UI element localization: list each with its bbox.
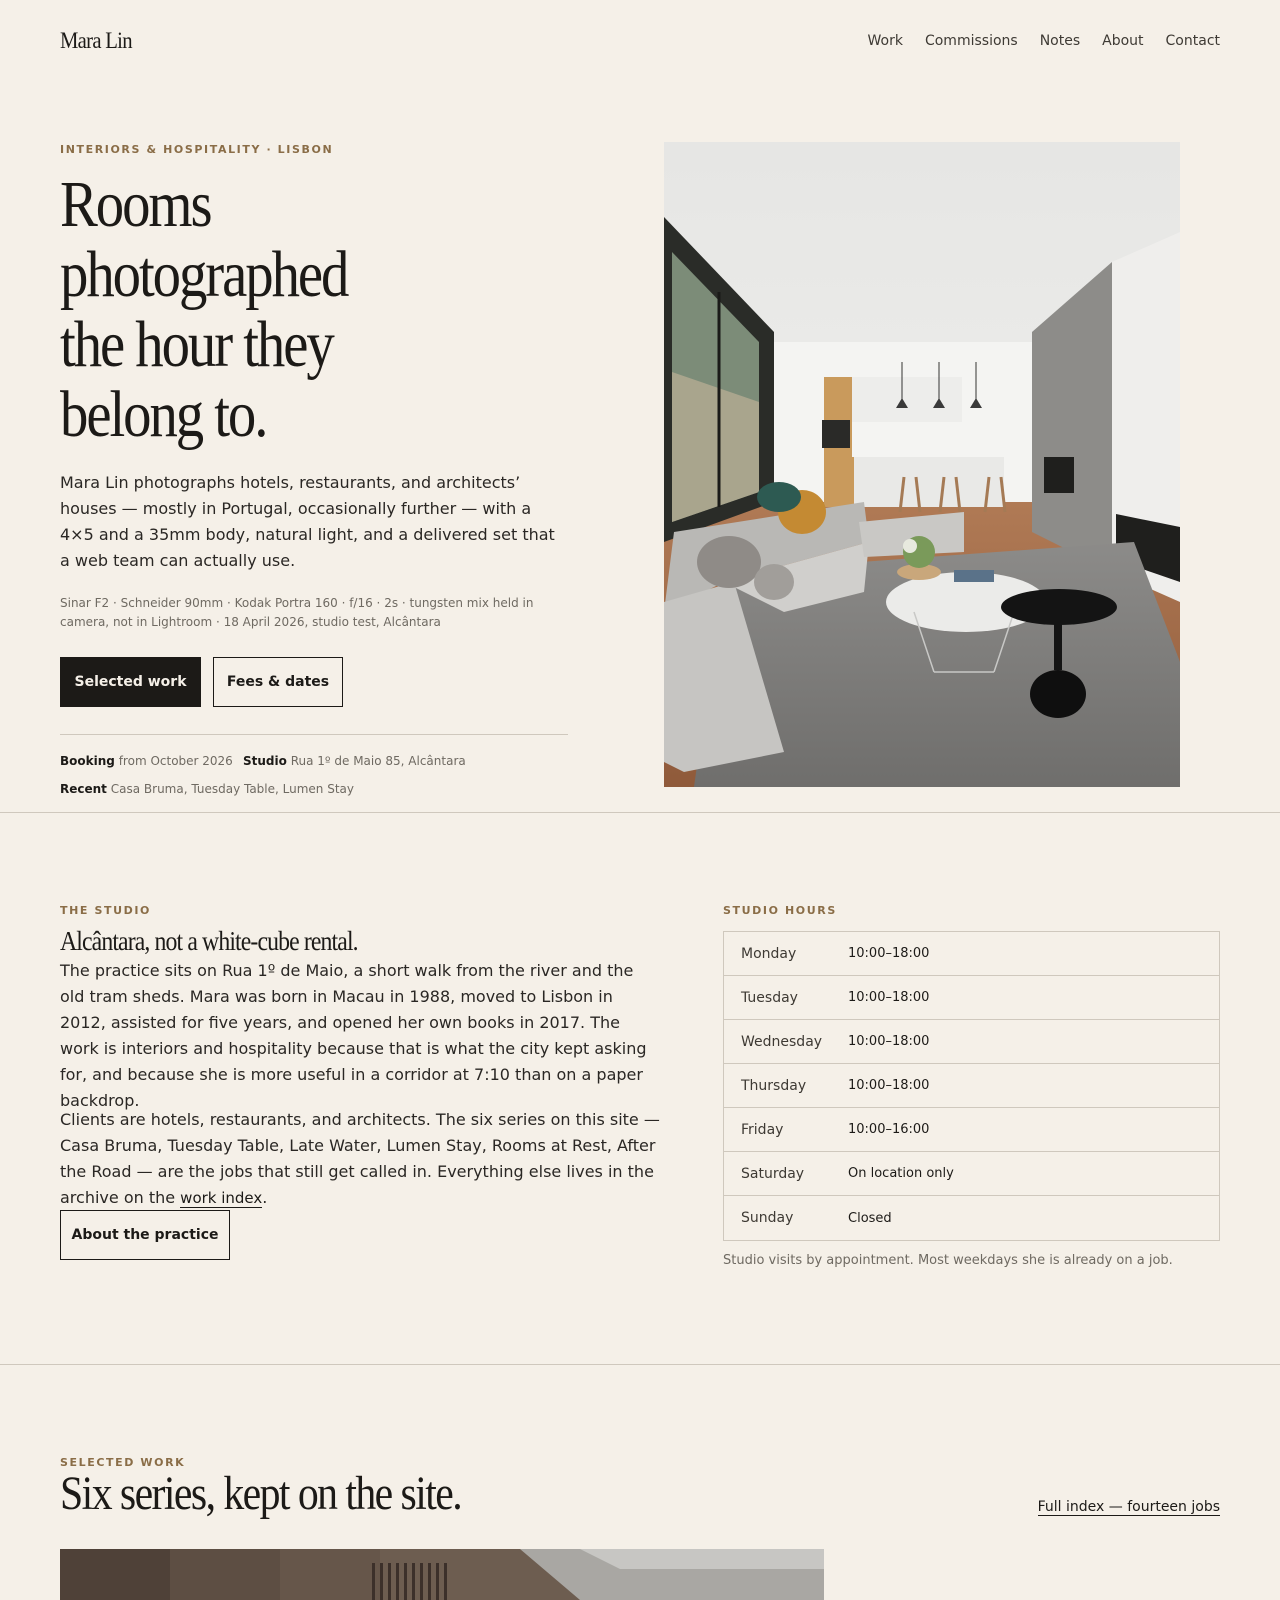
- hero-title-line: photographed: [60, 238, 348, 311]
- hours-time: 10:00–18:00: [848, 1034, 930, 1049]
- section-divider: [0, 812, 1280, 813]
- hours-row: [724, 1152, 1219, 1196]
- section-divider: [0, 1364, 1280, 1365]
- hours-time: Closed: [848, 1210, 892, 1226]
- hours-time: 10:00–18:00: [848, 1078, 930, 1093]
- hours-time: On location only: [848, 1166, 954, 1181]
- booking-label: Booking: [60, 754, 115, 768]
- work-eyebrow: SELECTED WORK: [60, 1456, 186, 1469]
- studio-value: Rua 1º de Maio 85, Alcântara: [290, 754, 466, 768]
- studio-paragraph-2-text: Clients are hotels, restaurants, and architects. The six series on this site — Casa Bruma, Tuesday Table, Late Water, Lumen Stay, Rooms at Rest, After the Road — are the jobs that still get called in. Everything else lives in the archive on the: [60, 1110, 660, 1207]
- hours-day: Monday: [741, 945, 797, 962]
- site-header: [60, 26, 1220, 56]
- hours-day: Thursday: [741, 1077, 807, 1094]
- hours-row: [724, 1064, 1219, 1108]
- studio-label: Studio: [243, 754, 287, 768]
- hours-day: Sunday: [741, 1210, 794, 1226]
- full-index-link[interactable]: Full index — fourteen jobs: [1037, 1499, 1220, 1515]
- hero-title: [60, 170, 456, 450]
- hero-title-line: belong to.: [60, 378, 267, 451]
- fees-dates-button[interactable]: Fees & dates: [213, 657, 343, 707]
- booking-fact: [60, 754, 233, 768]
- hero-eyebrow: INTERIORS & HOSPITALITY · LISBON: [60, 143, 334, 156]
- hero-title-line: Rooms: [60, 168, 211, 241]
- recent-value: Casa Bruma, Tuesday Table, Lumen Stay: [110, 782, 354, 796]
- studio-paragraph-1: The practice sits on Rua 1º de Maio, a short walk from the river and the old tram sheds. Mara was born in Macau in 1988, moved to Lisbon in 2012, assisted for five years, and opened her own books in 2017. The work is interiors and hospitality because that is what the city kept asking for, and because she is more useful in a corridor at 7:10 than on a paper backdrop.: [60, 961, 647, 1110]
- hours-row: [724, 1196, 1219, 1240]
- living-room-photo: [664, 142, 1180, 787]
- hours-time: 10:00–16:00: [848, 1122, 930, 1137]
- hero-photo-meta: Sinar F2 · Schneider 90mm · Kodak Portra 160 · f/16 · 2s · tungsten mix held in camera, not in Lightroom · 18 April 2026, studio test, Alcântara: [60, 596, 534, 629]
- studio-paragraph-2: [60, 1107, 660, 1211]
- nav-commissions[interactable]: Commissions: [924, 33, 1018, 49]
- hero-photo: [664, 142, 1180, 787]
- series-photo-image: [60, 1549, 824, 1600]
- nav-contact[interactable]: Contact: [1165, 33, 1220, 49]
- hours-time: 10:00–18:00: [848, 946, 930, 961]
- studio-paragraph-2-end: .: [262, 1188, 268, 1207]
- hours-day: Wednesday: [741, 1033, 823, 1050]
- nav-work[interactable]: Work: [867, 33, 903, 49]
- nav-about[interactable]: About: [1102, 33, 1144, 49]
- work-title: Six series, kept on the site.: [60, 1467, 462, 1520]
- hours-day: Friday: [741, 1121, 784, 1138]
- recent-label: Recent: [60, 782, 107, 796]
- hours-row: [724, 1108, 1219, 1152]
- hours-row: [724, 976, 1219, 1020]
- main-nav: [868, 33, 1220, 49]
- hero-title-line: the hour they: [60, 308, 333, 381]
- studio-title: Alcântara, not a white-cube rental.: [60, 926, 358, 956]
- nav-notes[interactable]: Notes: [1039, 33, 1081, 49]
- selected-work-button[interactable]: Selected work: [60, 657, 201, 707]
- work-index-link[interactable]: work index: [180, 1189, 263, 1207]
- booking-value: from October 2026: [118, 754, 233, 768]
- hero-divider: [60, 734, 568, 735]
- studio-fact: [243, 754, 466, 768]
- hours-time: 10:00–18:00: [848, 990, 930, 1005]
- recent-fact: [60, 782, 354, 796]
- hours-day: Tuesday: [741, 989, 798, 1006]
- about-practice-button[interactable]: About the practice: [60, 1210, 230, 1260]
- work-series-photo[interactable]: [60, 1549, 824, 1600]
- hours-row: [724, 1020, 1219, 1064]
- site-logo[interactable]: Mara Lin: [60, 28, 132, 53]
- studio-eyebrow: THE STUDIO: [60, 904, 151, 917]
- hours-note: Studio visits by appointment. Most weekdays she is already on a job.: [723, 1253, 1173, 1268]
- hours-table: [723, 931, 1220, 1241]
- hours-eyebrow: STUDIO HOURS: [723, 904, 837, 917]
- hours-day: Saturday: [741, 1165, 805, 1182]
- hero-lede: Mara Lin photographs hotels, restaurants, and architects’ houses — mostly in Portugal, occasionally further — with a 4×5 and a 35mm body, natural light, and a delivered set that a web team can actually use.: [60, 473, 555, 570]
- hours-row: [724, 932, 1219, 976]
